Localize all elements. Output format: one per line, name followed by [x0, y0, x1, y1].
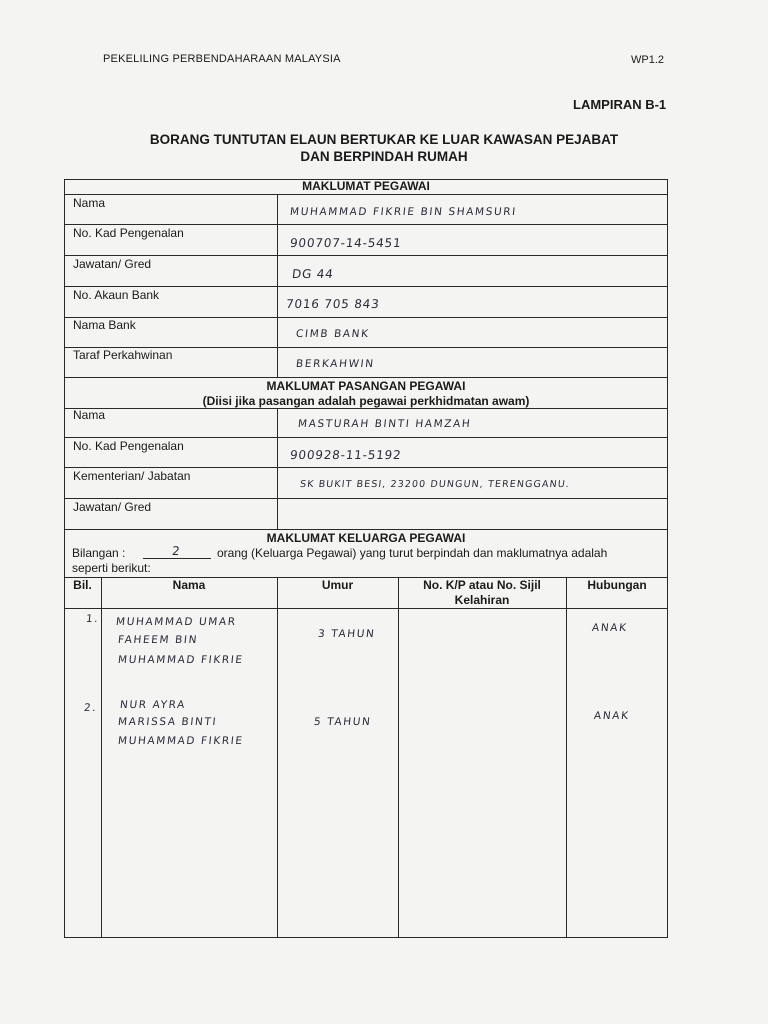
family-row-2-umur: 5 TAHUN — [313, 716, 373, 728]
pasangan-label-ic: No. Kad Pengenalan — [73, 439, 184, 453]
document-header-left: PEKELILING PERBENDAHARAAN MALAYSIA — [103, 53, 341, 65]
rule — [64, 224, 668, 225]
family-row-2-nama-line2: MARISSA BINTI — [117, 716, 218, 728]
pasangan-value-kementerian: SK BUKIT BESI, 23200 DUNGUN, TERENGGANU. — [299, 479, 571, 490]
pegawai-value-perkahwinan: BERKAHWIN — [295, 358, 376, 370]
form-title-line1: BORANG TUNTUTAN ELAUN BERTUKAR KE LUAR KAWASAN PEJABAT — [149, 132, 619, 147]
pegawai-value-ic: 900707-14-5451 — [289, 236, 403, 250]
bilangan-prefix: Bilangan : — [72, 546, 126, 560]
family-row-2-nama-line1: NUR AYRA — [119, 699, 187, 711]
rule — [64, 608, 668, 609]
rule — [398, 577, 399, 938]
rule — [101, 577, 102, 938]
pasangan-label-jawatan: Jawatan/ Gred — [73, 500, 152, 514]
pegawai-label-ic: No. Kad Pengenalan — [73, 226, 184, 240]
pegawai-value-akaun: 7016 705 843 — [285, 297, 381, 311]
section-subheading-pasangan: (Diisi jika pasangan adalah pegawai perkhidmatan awam) — [202, 394, 530, 408]
bilangan-line2: seperti berikut: — [72, 561, 151, 575]
family-row-2-hubungan: ANAK — [593, 710, 631, 722]
pegawai-value-jawatan: DG 44 — [291, 267, 335, 281]
bilangan-suffix: orang (Keluarga Pegawai) yang turut berpindah dan maklumatnya adalah — [217, 546, 608, 560]
form-title — [0, 131, 768, 165]
rule — [277, 194, 278, 377]
family-row-1-nama-line2: FAHEEM BIN — [117, 634, 199, 646]
rule — [64, 286, 668, 287]
pegawai-label-akaun: No. Akaun Bank — [73, 288, 160, 302]
family-row-1-nama-line1: MUHAMMAD UMAR — [115, 616, 238, 628]
form-title-line2: DAN BERPINDAH RUMAH — [300, 149, 468, 164]
pasangan-label-nama: Nama — [73, 408, 106, 422]
rule — [64, 317, 668, 318]
rule — [64, 467, 668, 468]
column-header-hubungan: Hubungan — [587, 578, 647, 592]
rule — [64, 194, 668, 195]
rule — [64, 529, 668, 530]
family-row-1-hubungan: ANAK — [591, 622, 629, 634]
rule — [566, 577, 567, 938]
family-row-2-bil: 2. — [83, 702, 98, 714]
pegawai-label-nama: Nama — [73, 196, 106, 210]
rule — [64, 437, 668, 438]
family-row-1-umur: 3 TAHUN — [317, 628, 377, 640]
document-code: WP1.2 — [631, 54, 665, 66]
rule — [64, 408, 668, 409]
column-header-umur: Umur — [321, 578, 354, 592]
lampiran-label: LAMPIRAN B-1 — [573, 97, 667, 112]
rule — [64, 377, 668, 378]
family-row-1-bil: 1. — [85, 613, 100, 625]
bilangan-underline — [143, 558, 211, 559]
section-heading-pasangan: MAKLUMAT PASANGAN PEGAWAI — [266, 379, 466, 393]
pegawai-label-jawatan: Jawatan/ Gred — [73, 257, 152, 271]
section-heading-pegawai: MAKLUMAT PEGAWAI — [302, 179, 430, 193]
pegawai-label-bank: Nama Bank — [73, 318, 136, 332]
rule — [277, 577, 278, 938]
column-header-kp: No. K/P atau No. Sijil Kelahiran — [423, 578, 541, 607]
rule — [277, 408, 278, 529]
pegawai-value-bank: CIMB BANK — [295, 328, 371, 340]
pegawai-label-perkahwinan: Taraf Perkahwinan — [73, 348, 173, 362]
rule — [64, 255, 668, 256]
rule — [64, 498, 668, 499]
bilangan-value: 2 — [171, 544, 182, 558]
pasangan-value-ic: 900928-11-5192 — [289, 448, 403, 462]
pasangan-value-nama: MASTURAH BINTI HAMZAH — [297, 418, 472, 430]
pasangan-label-kementerian: Kementerian/ Jabatan — [73, 469, 191, 483]
column-header-nama: Nama — [172, 578, 206, 592]
family-row-1-nama-line3: MUHAMMAD FIKRIE — [117, 654, 245, 666]
pegawai-value-nama: MUHAMMAD FIKRIE BIN SHAMSURI — [289, 206, 518, 218]
column-header-bil: Bil. — [73, 578, 92, 592]
section-heading-keluarga: MAKLUMAT KELUARGA PEGAWAI — [266, 531, 466, 545]
family-row-2-nama-line3: MUHAMMAD FIKRIE — [117, 735, 245, 747]
